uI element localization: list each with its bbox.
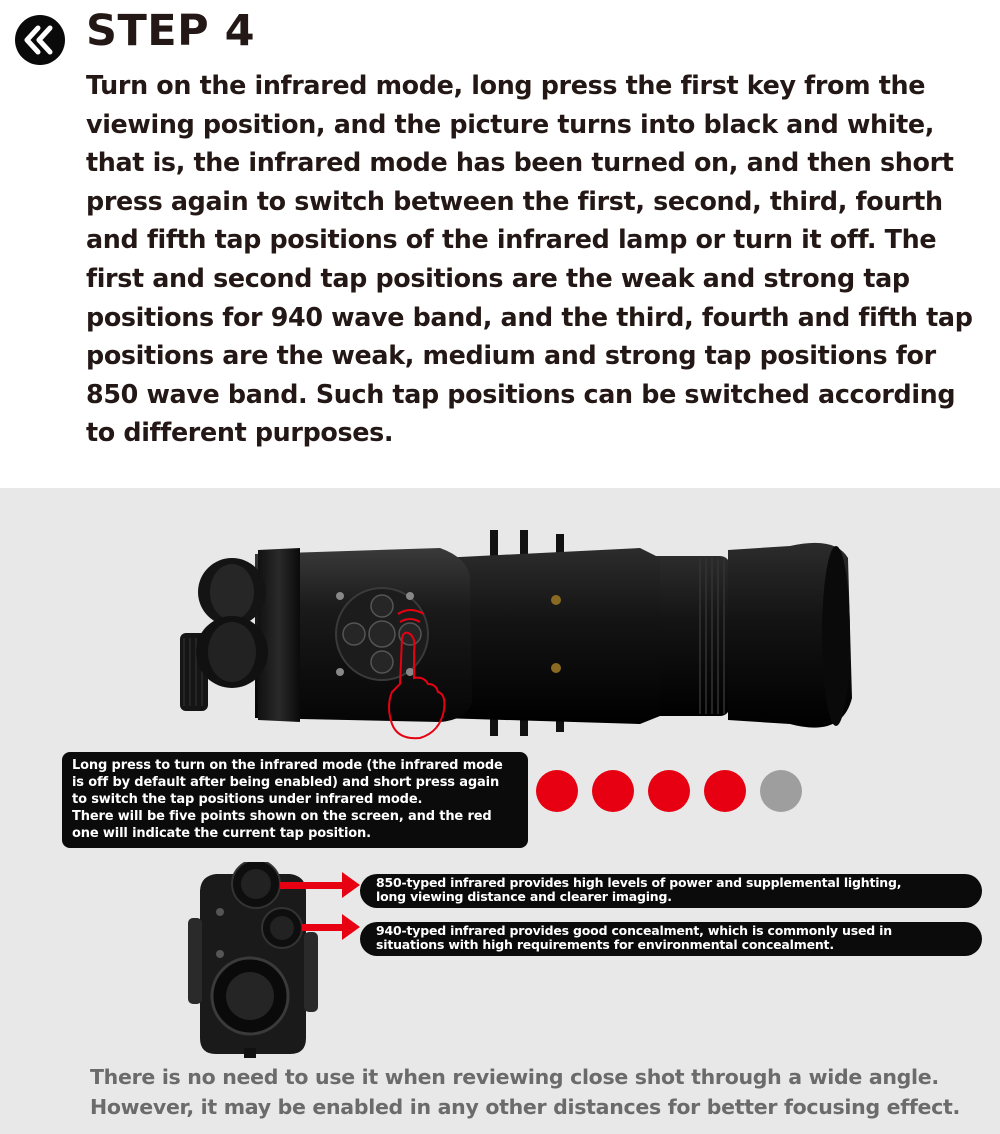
screw-1: [551, 595, 561, 605]
callout-line: There will be five points shown on the screen, and the red: [72, 809, 492, 824]
front-side-right: [304, 932, 318, 1012]
ir-850-description: [360, 874, 982, 908]
arrow-850-icon: [342, 872, 360, 898]
ir-850-line: long viewing distance and clearer imaging.: [376, 889, 672, 904]
footer-line: There is no need to use it when reviewing close shot through a wide angle.: [90, 1065, 939, 1089]
button-down: [371, 651, 393, 673]
double-chevron-left-icon[interactable]: [14, 14, 66, 66]
infrared-callout: [62, 752, 528, 848]
device-front-view: [180, 862, 370, 1058]
callout-line: to switch the tap positions under infrared mode.: [72, 792, 423, 807]
tap-dot-3: [648, 770, 690, 812]
ir-850-line: 850-typed infrared provides high levels of power and supplemental lighting,: [376, 875, 902, 890]
arrow-850-shaft: [280, 882, 346, 889]
rail-top-1: [490, 530, 498, 558]
ir-940-line: situations with high requirements for environmental concealment.: [376, 937, 834, 952]
callout-line: is off by default after being enabled) and short press again: [72, 775, 500, 790]
screw-2: [551, 663, 561, 673]
arrow-940-shaft: [302, 924, 346, 931]
front-side-left: [188, 918, 202, 1004]
ir-940-description: [360, 922, 982, 956]
main-tube: [440, 548, 660, 724]
ir-940-line: 940-typed infrared provides good concealment, which is commonly used in: [376, 923, 892, 938]
illustration-panel: [0, 488, 1000, 1134]
step-title: STEP 4: [86, 6, 256, 56]
tap-dot-1: [536, 770, 578, 812]
callout-line: one will indicate the current tap position.: [72, 826, 371, 841]
footer-note: [90, 1062, 960, 1122]
eyecup-rim: [822, 546, 850, 726]
body-front-plate: [258, 548, 300, 722]
intro-paragraph: Turn on the infrared mode, long press the first key from the viewing position, and the picture turns into black and white, that is, the infrared mode has been turned on, and then short press again to switch between the first, second, third, fourth and fifth tap positions of the infrared lamp or turn it off. The first and second tap positions are the weak and strong tap positions for 940 wave band, and the third, fourth and fifth tap positions are the weak, medium and strong tap positions for 850 wave band. Such tap positions can be switched according to different purposes.: [86, 70, 973, 448]
arrow-940-icon: [342, 914, 360, 940]
tap-dot-4: [704, 770, 746, 812]
footer-line: However, it may be enabled in any other distances for better focusing effect.: [90, 1095, 960, 1119]
button-center: [369, 621, 395, 647]
tap-dot-5: [760, 770, 802, 812]
callout-line: Long press to turn on the infrared mode (the infrared mode: [72, 758, 503, 773]
button-up: [371, 595, 393, 617]
button-left: [343, 623, 365, 645]
tap-dot-2: [592, 770, 634, 812]
